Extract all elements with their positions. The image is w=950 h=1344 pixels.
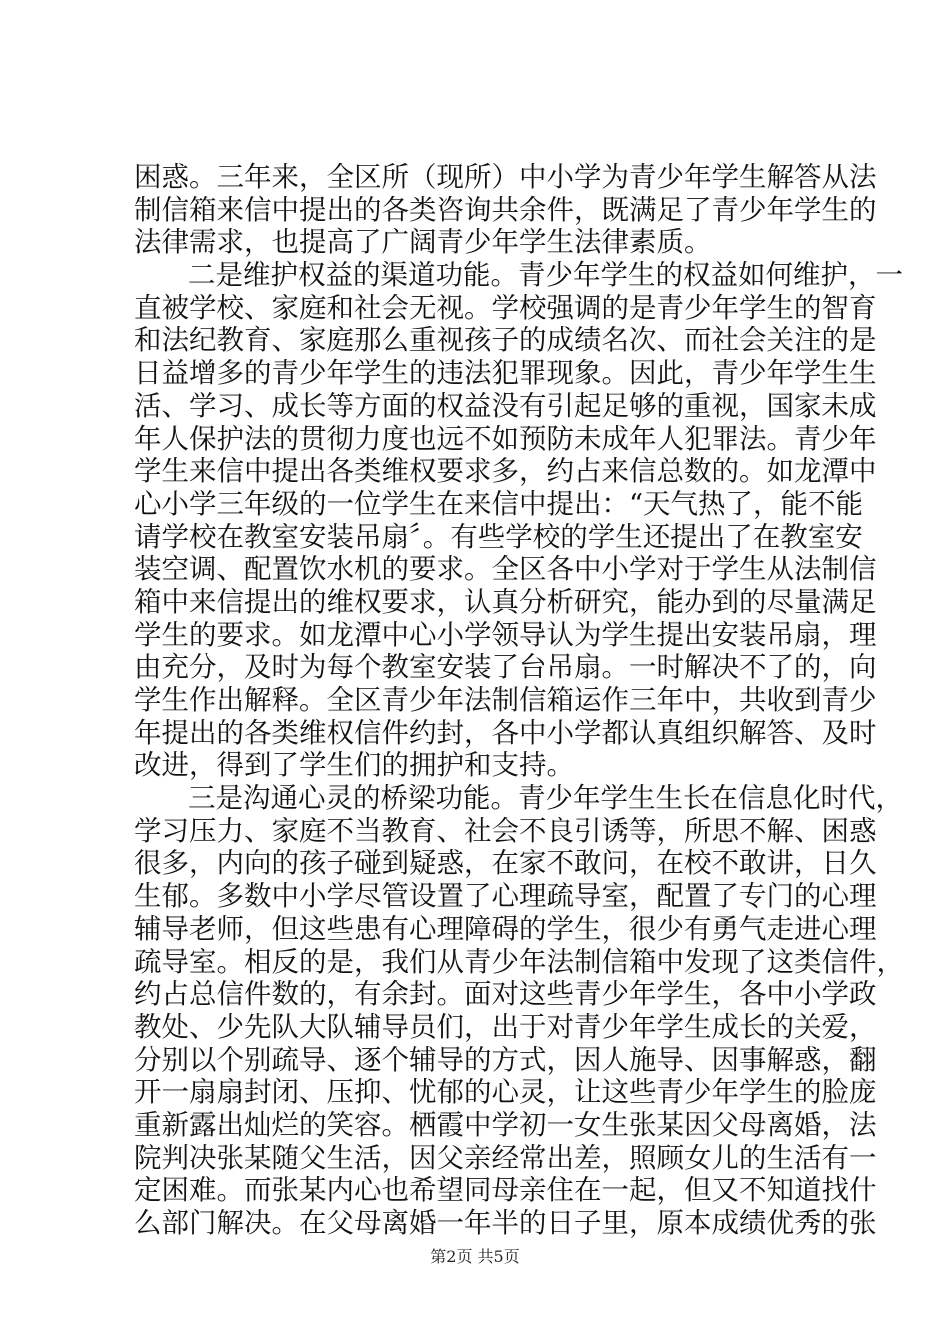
text-line: 制信箱来信中提出的各类咨询共余件，既满足了青少年学生的 [134,193,877,226]
text-line: 学生的要求。如龙潭中心小学领导认为学生提出安装吊扇，理 [134,618,877,651]
text-line: 直被学校、家庭和社会无视。学校强调的是青少年学生的智育 [134,291,877,324]
paragraph-start-line: 二是维护权益的渠道功能。青少年学生的权益如何维护，一 [188,259,903,292]
text-line: 约占总信件数的，有余封。面对这些青少年学生，各中小学政 [134,978,877,1011]
text-line: 定困难。而张某内心也希望同母亲住在一起，但又不知道找什 [134,1174,877,1207]
text-line: 装空调、配置饮水机的要求。全区各中小学对于学生从法制信 [134,553,877,586]
text-line: 请学校在教室安装吊扇〞。有些学校的学生还提出了在教室安 [134,520,863,553]
text-line: 开一扇扇封闭、压抑、忧郁的心灵，让这些青少年学生的脸庞 [134,1076,877,1109]
text-line: 重新露出灿烂的笑容。栖霞中学初一女生张某因父母离婚，法 [134,1108,877,1141]
text-line: 教处、少先队大队辅导员们，出于对青少年学生成长的关爱， [134,1010,877,1043]
text-line: 学习压力、家庭不当教育、社会不良引诱等，所思不解、困惑 [134,814,877,847]
text-line: 活、学习、成长等方面的权益没有引起足够的重视，国家未成 [134,389,877,422]
paragraph-start-line: 三是沟通心灵的桥梁功能。青少年学生生长在信息化时代， [188,782,903,815]
text-line: 法律需求，也提高了广阔青少年学生法律素质。 [134,226,712,259]
text-line: 箱中来信提出的维权要求，认真分析研究，能办到的尽量满足 [134,585,877,618]
text-line: 日益增多的青少年学生的违法犯罪现象。因此，青少年学生生 [134,357,877,390]
text-line: 困惑。三年来，全区所（现所）中小学为青少年学生解答从法 [134,161,877,193]
text-line: 学生来信中提出各类维权要求多，约占来信总数的。如龙潭中 [134,455,877,488]
text-line: 很多，内向的孩子碰到疑惑，在家不敢问，在校不敢讲，日久 [134,847,877,880]
text-line: 学生作出解释。全区青少年法制信箱运作三年中，共收到青少 [134,684,877,716]
text-line: 么部门解决。在父母离婚一年半的日子里，原本成绩优秀的张 [134,1207,877,1239]
text-line: 改进，得到了学生们的拥护和支持。 [134,749,574,782]
text-line: 院判决张某随父生活，因父亲经常出差，照顾女儿的生活有一 [134,1141,877,1174]
text-line: 疏导室。相反的是，我们从青少年法制信箱中发现了这类信件， [134,945,904,978]
text-line: 分别以个别疏导、逐个辅导的方式，因人施导、因事解惑，翻 [134,1043,877,1076]
text-line: 生郁。多数中小学尽管设置了心理疏导室，配置了专门的心理 [134,880,877,913]
text-line: 年提出的各类维权信件约封，各中小学都认真组织解答、及时 [134,716,877,749]
text-line: 年人保护法的贯彻力度也远不如预防未成年人犯罪法。青少年 [134,422,877,455]
text-line: 心小学三年级的一位学生在来信中提出：“天气热了，能不能 [134,487,864,520]
page-footer: 第2页 共5页 [430,1247,520,1266]
text-line: 辅导老师，但这些患有心理障碍的学生，很少有勇气走进心理 [134,912,877,945]
text-line: 由充分，及时为每个教室安装了台吊扇。一时解决不了的，向 [134,651,877,684]
text-line: 和法纪教育、家庭那么重视孩子的成绩名次、而社会关注的是 [134,324,877,357]
